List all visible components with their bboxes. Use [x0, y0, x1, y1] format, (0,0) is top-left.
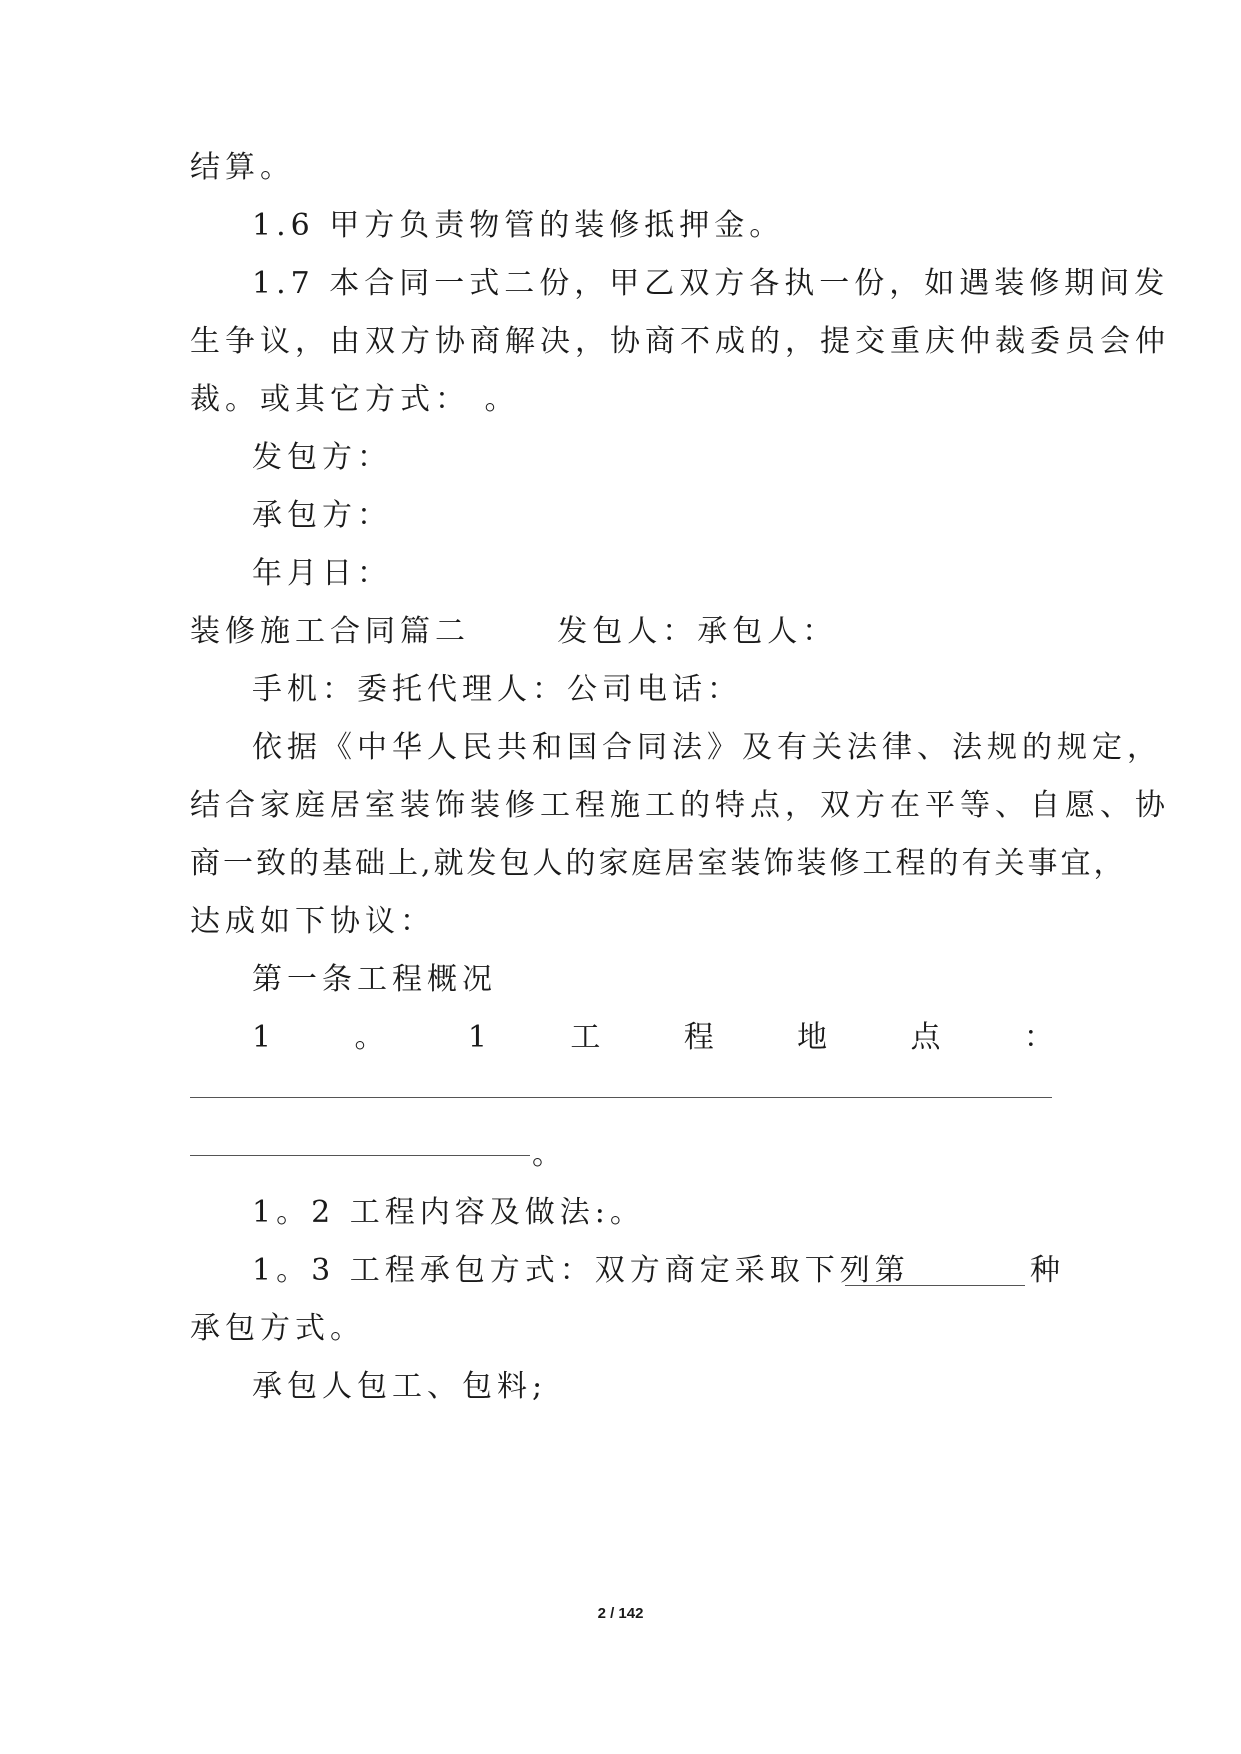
text-line: 1。2 工程内容及做法:。	[252, 1195, 645, 1230]
blank-underline	[845, 1285, 1025, 1286]
text-char: 地	[797, 1020, 828, 1055]
text-line: 种	[1030, 1253, 1065, 1288]
text-line: 达成如下协议：	[190, 904, 435, 939]
blank-underline	[190, 1155, 530, 1156]
text-line: 发包方：	[252, 440, 392, 475]
section-heading: 装修施工合同篇二 发包人：承包人：	[190, 614, 838, 649]
text-char: 。	[354, 1020, 385, 1055]
text-line: 依据《中华人民共和国合同法》及有关法律、法规的规定，	[252, 730, 1162, 765]
text-line: 1.7 本合同一式二份，甲乙双方各执一份，如遇装修期间发	[252, 266, 1170, 301]
text-line: 商一致的基础上,就发包人的家庭居室装饰装修工程的有关事宜，	[190, 846, 1127, 881]
text-line: 1。3 工程承包方式：双方商定采取下列第	[252, 1253, 910, 1288]
blank-underline	[190, 1097, 1052, 1098]
text-char: 工	[570, 1020, 601, 1055]
text-line: 1.6 甲方负责物管的装修抵押金。	[252, 208, 785, 243]
text-line: 裁。或其它方式： 。	[190, 382, 520, 417]
text-line: 承包方：	[252, 498, 392, 533]
text-line: 年月日：	[252, 556, 392, 591]
text-line: 承包方式。	[190, 1311, 365, 1346]
page-number: 2 / 142	[597, 1605, 644, 1622]
text-line: 结算。	[190, 150, 295, 185]
text-char: 点	[910, 1020, 941, 1055]
text-line: 。	[532, 1137, 567, 1172]
text-char: 1	[252, 1020, 272, 1055]
text-char: 1	[467, 1020, 487, 1055]
text-line: 结合家庭居室装饰装修工程施工的特点，双方在平等、自愿、协	[190, 788, 1170, 823]
text-line: 生争议，由双方协商解决，协商不成的，提交重庆仲裁委员会仲	[190, 324, 1170, 359]
text-line: 承包人包工、包料;	[252, 1369, 548, 1404]
text-char: ：	[1023, 1020, 1054, 1055]
text-line: 手机：委托代理人：公司电话：	[252, 672, 742, 707]
text-char: 程	[683, 1020, 714, 1055]
article-heading: 第一条工程概况	[252, 962, 497, 997]
justified-line	[252, 1018, 1054, 1058]
